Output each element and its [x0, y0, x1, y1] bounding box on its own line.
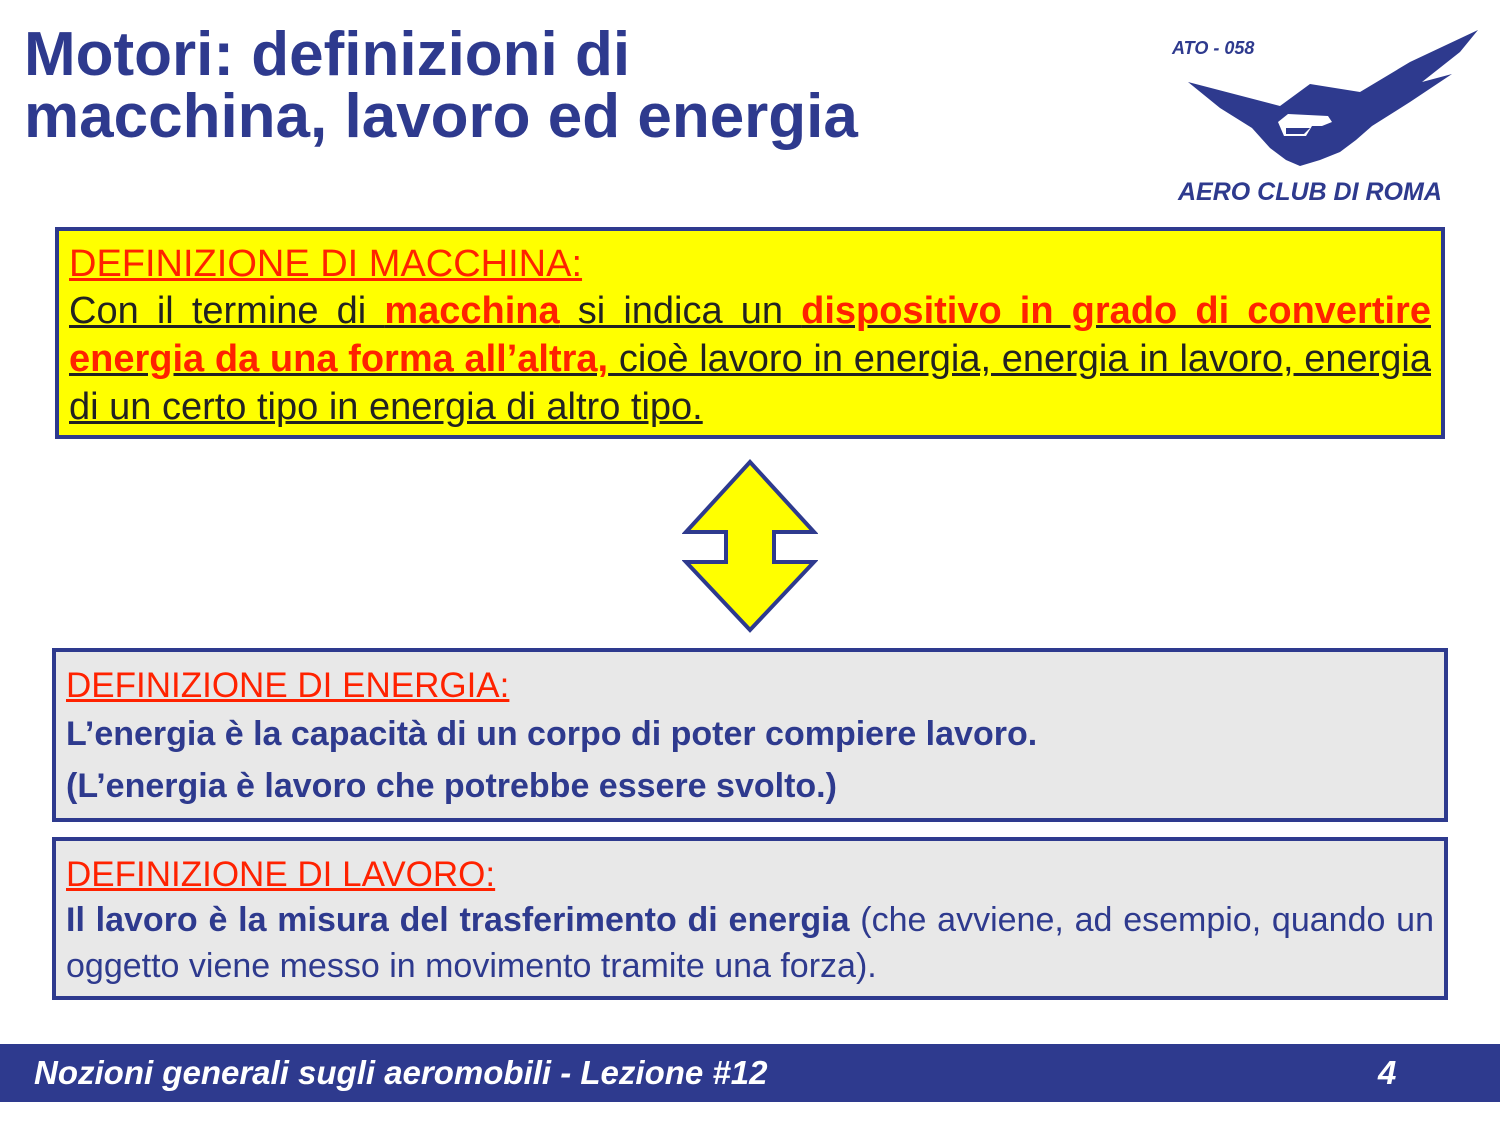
logo-name: AERO CLUB DI ROMA: [1178, 178, 1442, 206]
machine-text-3: cioè lavoro in energia, energia in lavoro, energia di un certo tipo in energia di altro tipo.: [69, 338, 1432, 428]
energy-line-1: L’energia è la capacità di un corpo di poter compiere lavoro.: [66, 715, 1038, 753]
work-rest-text: (che avviene, ad esempio, quando un oggetto viene messo in movimento tramite una forza).: [66, 901, 1434, 985]
work-bold-text: Il lavoro è la misura del trasferimento di energia: [66, 901, 850, 939]
machine-heading: DEFINIZIONE DI MACCHINA:: [69, 243, 583, 285]
title-line-1: Motori: definizioni di: [24, 20, 631, 89]
machine-keyword: macchina: [384, 290, 560, 332]
footer-bar: [0, 1044, 1500, 1102]
energy-definition-box: [52, 648, 1448, 822]
page-number: 4: [1378, 1054, 1397, 1091]
machine-device-phrase: dispositivo in grado di convertire energia da una forma all’altra,: [69, 290, 1431, 380]
double-arrow-icon: [682, 458, 818, 634]
work-heading: DEFINIZIONE DI LAVORO:: [66, 855, 496, 894]
energy-heading: DEFINIZIONE DI ENERGIA:: [66, 666, 510, 705]
logo-code: ATO - 058: [1172, 38, 1255, 58]
energy-line-2: (L’energia è lavoro che potrebbe essere svolto.): [66, 767, 837, 805]
aero-club-logo: [1160, 22, 1485, 212]
work-text: [66, 897, 1434, 989]
title-line-2: macchina, lavoro ed energia: [24, 82, 858, 151]
machine-text-1: Con il termine di: [69, 290, 385, 332]
machine-text: [69, 287, 1431, 431]
page-title: [24, 20, 1124, 151]
work-definition-box: [52, 837, 1448, 1000]
machine-definition-box: [55, 227, 1445, 439]
footer-title: Nozioni generali sugli aeromobili - Lezione #12: [34, 1054, 768, 1091]
machine-text-2: si indica un: [559, 290, 802, 332]
